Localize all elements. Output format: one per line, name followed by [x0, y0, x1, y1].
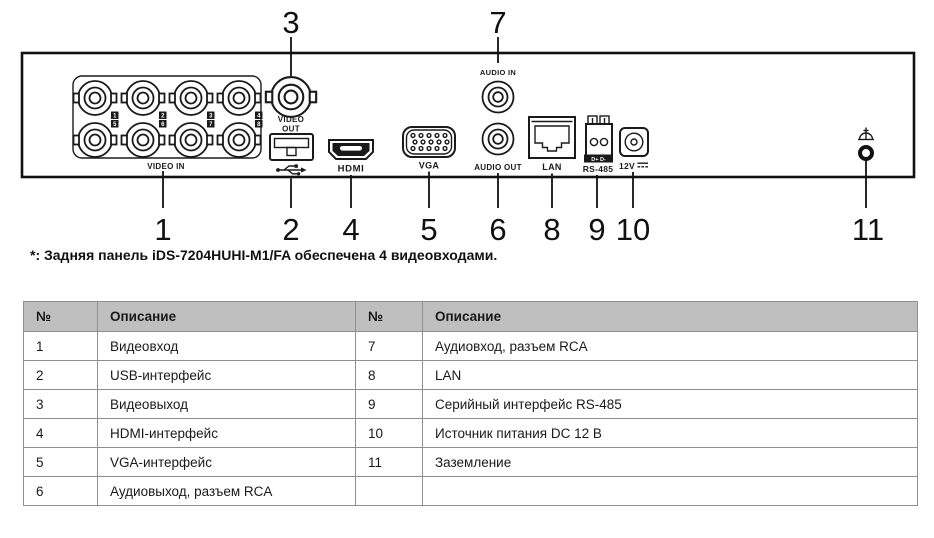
callout-number: 11: [851, 212, 885, 245]
bnc-badge: 2: [161, 113, 165, 120]
callout-number: 7: [489, 5, 507, 40]
table-header-row: [24, 302, 918, 332]
table-row: [24, 332, 918, 361]
number-cell: 5: [24, 448, 98, 477]
number-cell: 9: [356, 390, 423, 419]
rear-panel-svg: [0, 0, 934, 245]
header-number-cell: №: [24, 302, 98, 332]
description-cell: USB-интерфейс: [98, 361, 356, 390]
number-cell: 11: [356, 448, 423, 477]
callout-number: 1: [154, 212, 172, 245]
lan-label: LAN: [542, 162, 562, 172]
description-cell: Аудиовыход, разъем RCA: [98, 477, 356, 506]
vga-label: VGA: [418, 160, 440, 171]
rear-panel-diagram: [0, 0, 934, 245]
number-cell: 3: [24, 390, 98, 419]
table-row: [24, 390, 918, 419]
usb-port: [270, 134, 313, 160]
bnc-badge: 1: [113, 113, 117, 120]
description-cell: LAN: [423, 361, 918, 390]
callout-number: 2: [282, 212, 300, 245]
callout-number: 9: [588, 212, 606, 245]
number-cell: [356, 477, 423, 506]
power-label: 12V: [618, 161, 636, 171]
header-description-cell: Описание: [98, 302, 356, 332]
bnc-badge: 8: [257, 122, 261, 128]
description-cell: Источник питания DC 12 В: [423, 419, 918, 448]
video-out-label: VIDEO: [277, 115, 305, 124]
bnc-badge: 3: [209, 113, 213, 120]
rs485-terminal: [583, 116, 614, 174]
audio-out-label: AUDIO OUT: [474, 163, 522, 172]
hdmi-label: HDMI: [337, 163, 365, 175]
callout-number: 5: [420, 212, 438, 245]
description-cell: HDMI-интерфейс: [98, 419, 356, 448]
header-number-cell: №: [356, 302, 423, 332]
number-cell: 2: [24, 361, 98, 390]
description-cell: [423, 477, 918, 506]
callout-number: 10: [615, 212, 651, 245]
bnc-badge: 7: [209, 122, 213, 128]
callout-number: 8: [543, 212, 561, 245]
number-cell: 8: [356, 361, 423, 390]
callout-number: 6: [489, 212, 507, 245]
number-cell: 7: [356, 332, 423, 361]
description-cell: Видеовыход: [98, 390, 356, 419]
audio-in-jack: [480, 68, 516, 113]
number-cell: 1: [24, 332, 98, 361]
callout-number: 3: [282, 5, 300, 40]
bnc-badge: 5: [113, 122, 117, 128]
number-cell: 4: [24, 419, 98, 448]
description-cell: Видеовход: [98, 332, 356, 361]
description-table: [23, 301, 918, 506]
description-cell: Заземление: [423, 448, 918, 477]
number-cell: 10: [356, 419, 423, 448]
table-row: [24, 361, 918, 390]
table-row: [24, 477, 918, 506]
number-cell: 6: [24, 477, 98, 506]
bnc-badge: 6: [161, 122, 165, 128]
description-cell: Серийный интерфейс RS-485: [423, 390, 918, 419]
rs485-badge: D+ D-: [591, 156, 606, 163]
table-row: [24, 419, 918, 448]
description-cell: Аудиовход, разъем RCA: [423, 332, 918, 361]
video-out-label: OUT: [282, 124, 300, 134]
bnc-badge: 4: [257, 113, 261, 120]
note-text: *: Задняя панель iDS-7204HUHI-M1/FA обеспечена 4 видеовходами.: [30, 247, 498, 263]
rs485-label: RS-485: [582, 164, 614, 174]
header-description-cell: Описание: [423, 302, 918, 332]
description-cell: VGA-интерфейс: [98, 448, 356, 477]
video-in-label: VIDEO IN: [147, 162, 185, 171]
table-row: [24, 448, 918, 477]
audio-in-label: AUDIO IN: [479, 68, 517, 77]
callout-number: 4: [342, 212, 360, 245]
